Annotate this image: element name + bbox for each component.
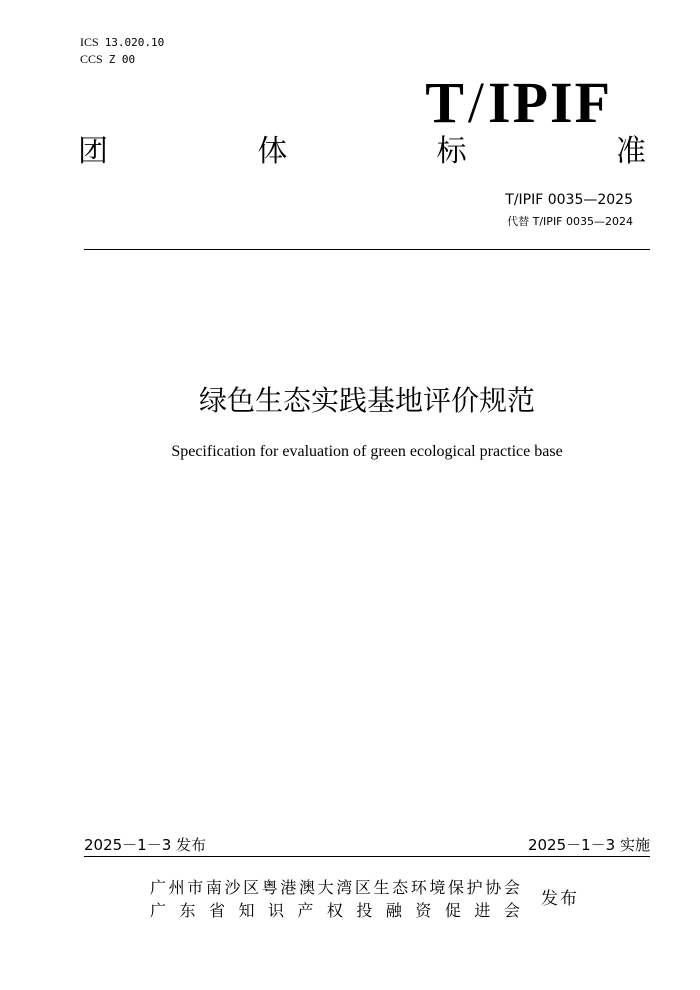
ics-label: ICS (80, 35, 99, 49)
issuer-char: 境 (429, 878, 446, 897)
issuer-char: 沙 (224, 878, 241, 897)
implement-date: 2025－1－3 实施 (527, 836, 650, 854)
logo-slash: / (467, 70, 486, 135)
issuer-char: 省 (208, 901, 225, 920)
issuer-char: 态 (392, 878, 409, 897)
publish-date: 2025－1－3 发布 (84, 836, 207, 854)
issuer-char: 市 (187, 878, 204, 897)
logo-suffix: IPIF (488, 70, 612, 135)
ics-code (80, 34, 164, 51)
issuer-char: 投 (356, 901, 373, 920)
issuer-char: 广 (150, 901, 167, 920)
issuer-char: 区 (243, 878, 260, 897)
issuer-char: 融 (385, 901, 402, 920)
issuer-char: 东 (179, 901, 196, 920)
replaces-standard: 代替 T/IPIF 0035—2024 (507, 215, 633, 228)
issuer-char: 大 (317, 878, 334, 897)
issuer-char: 广 (150, 878, 167, 897)
issuer-char: 区 (354, 878, 371, 897)
issuer-char: 会 (503, 901, 520, 920)
ccs-label: CCS (80, 52, 103, 66)
category-char: 体 (257, 134, 288, 169)
ccs-code (80, 51, 164, 68)
issuer-char: 促 (444, 901, 461, 920)
category-char: 团 (78, 134, 108, 169)
logo-prefix: T (425, 70, 466, 135)
issuer-char: 资 (415, 901, 432, 920)
header-divider (84, 249, 650, 250)
issuer-char: 南 (205, 878, 222, 897)
issuer-line-1 (150, 877, 520, 899)
standard-number: T/IPIF 0035—2025 (505, 192, 633, 208)
issuer-char: 保 (448, 878, 465, 897)
issuer-char: 港 (280, 878, 297, 897)
ccs-value: Z 00 (108, 53, 136, 66)
standard-category (78, 132, 646, 172)
issuer-char: 生 (373, 878, 390, 897)
issuer-line-2 (150, 900, 520, 922)
issuer-char: 州 (168, 878, 185, 897)
issuer-char: 粤 (261, 878, 278, 897)
issuer-char: 澳 (299, 878, 316, 897)
issuer-char: 产 (297, 901, 314, 920)
standard-logo (425, 72, 612, 134)
issuer-char: 识 (267, 901, 284, 920)
issue-action: 发布 (541, 889, 579, 909)
ics-value: 13.020.10 (104, 36, 165, 49)
document-title-cn: 绿色生态实践基地评价规范 (198, 384, 535, 417)
issuer-char: 知 (238, 901, 255, 920)
classification-codes (80, 34, 164, 68)
issuer-char: 权 (326, 901, 343, 920)
issuer-char: 进 (474, 901, 491, 920)
category-char: 标 (436, 134, 467, 169)
issuer-char: 环 (410, 878, 427, 897)
issuer-char: 湾 (336, 878, 353, 897)
issuer-char: 会 (503, 878, 520, 897)
issuer-char: 护 (466, 878, 483, 897)
category-char: 准 (615, 134, 646, 169)
footer-divider (84, 856, 650, 857)
issuer-char: 协 (485, 878, 502, 897)
document-title-en: Specification for evaluation of green ecological practice base (171, 443, 563, 460)
